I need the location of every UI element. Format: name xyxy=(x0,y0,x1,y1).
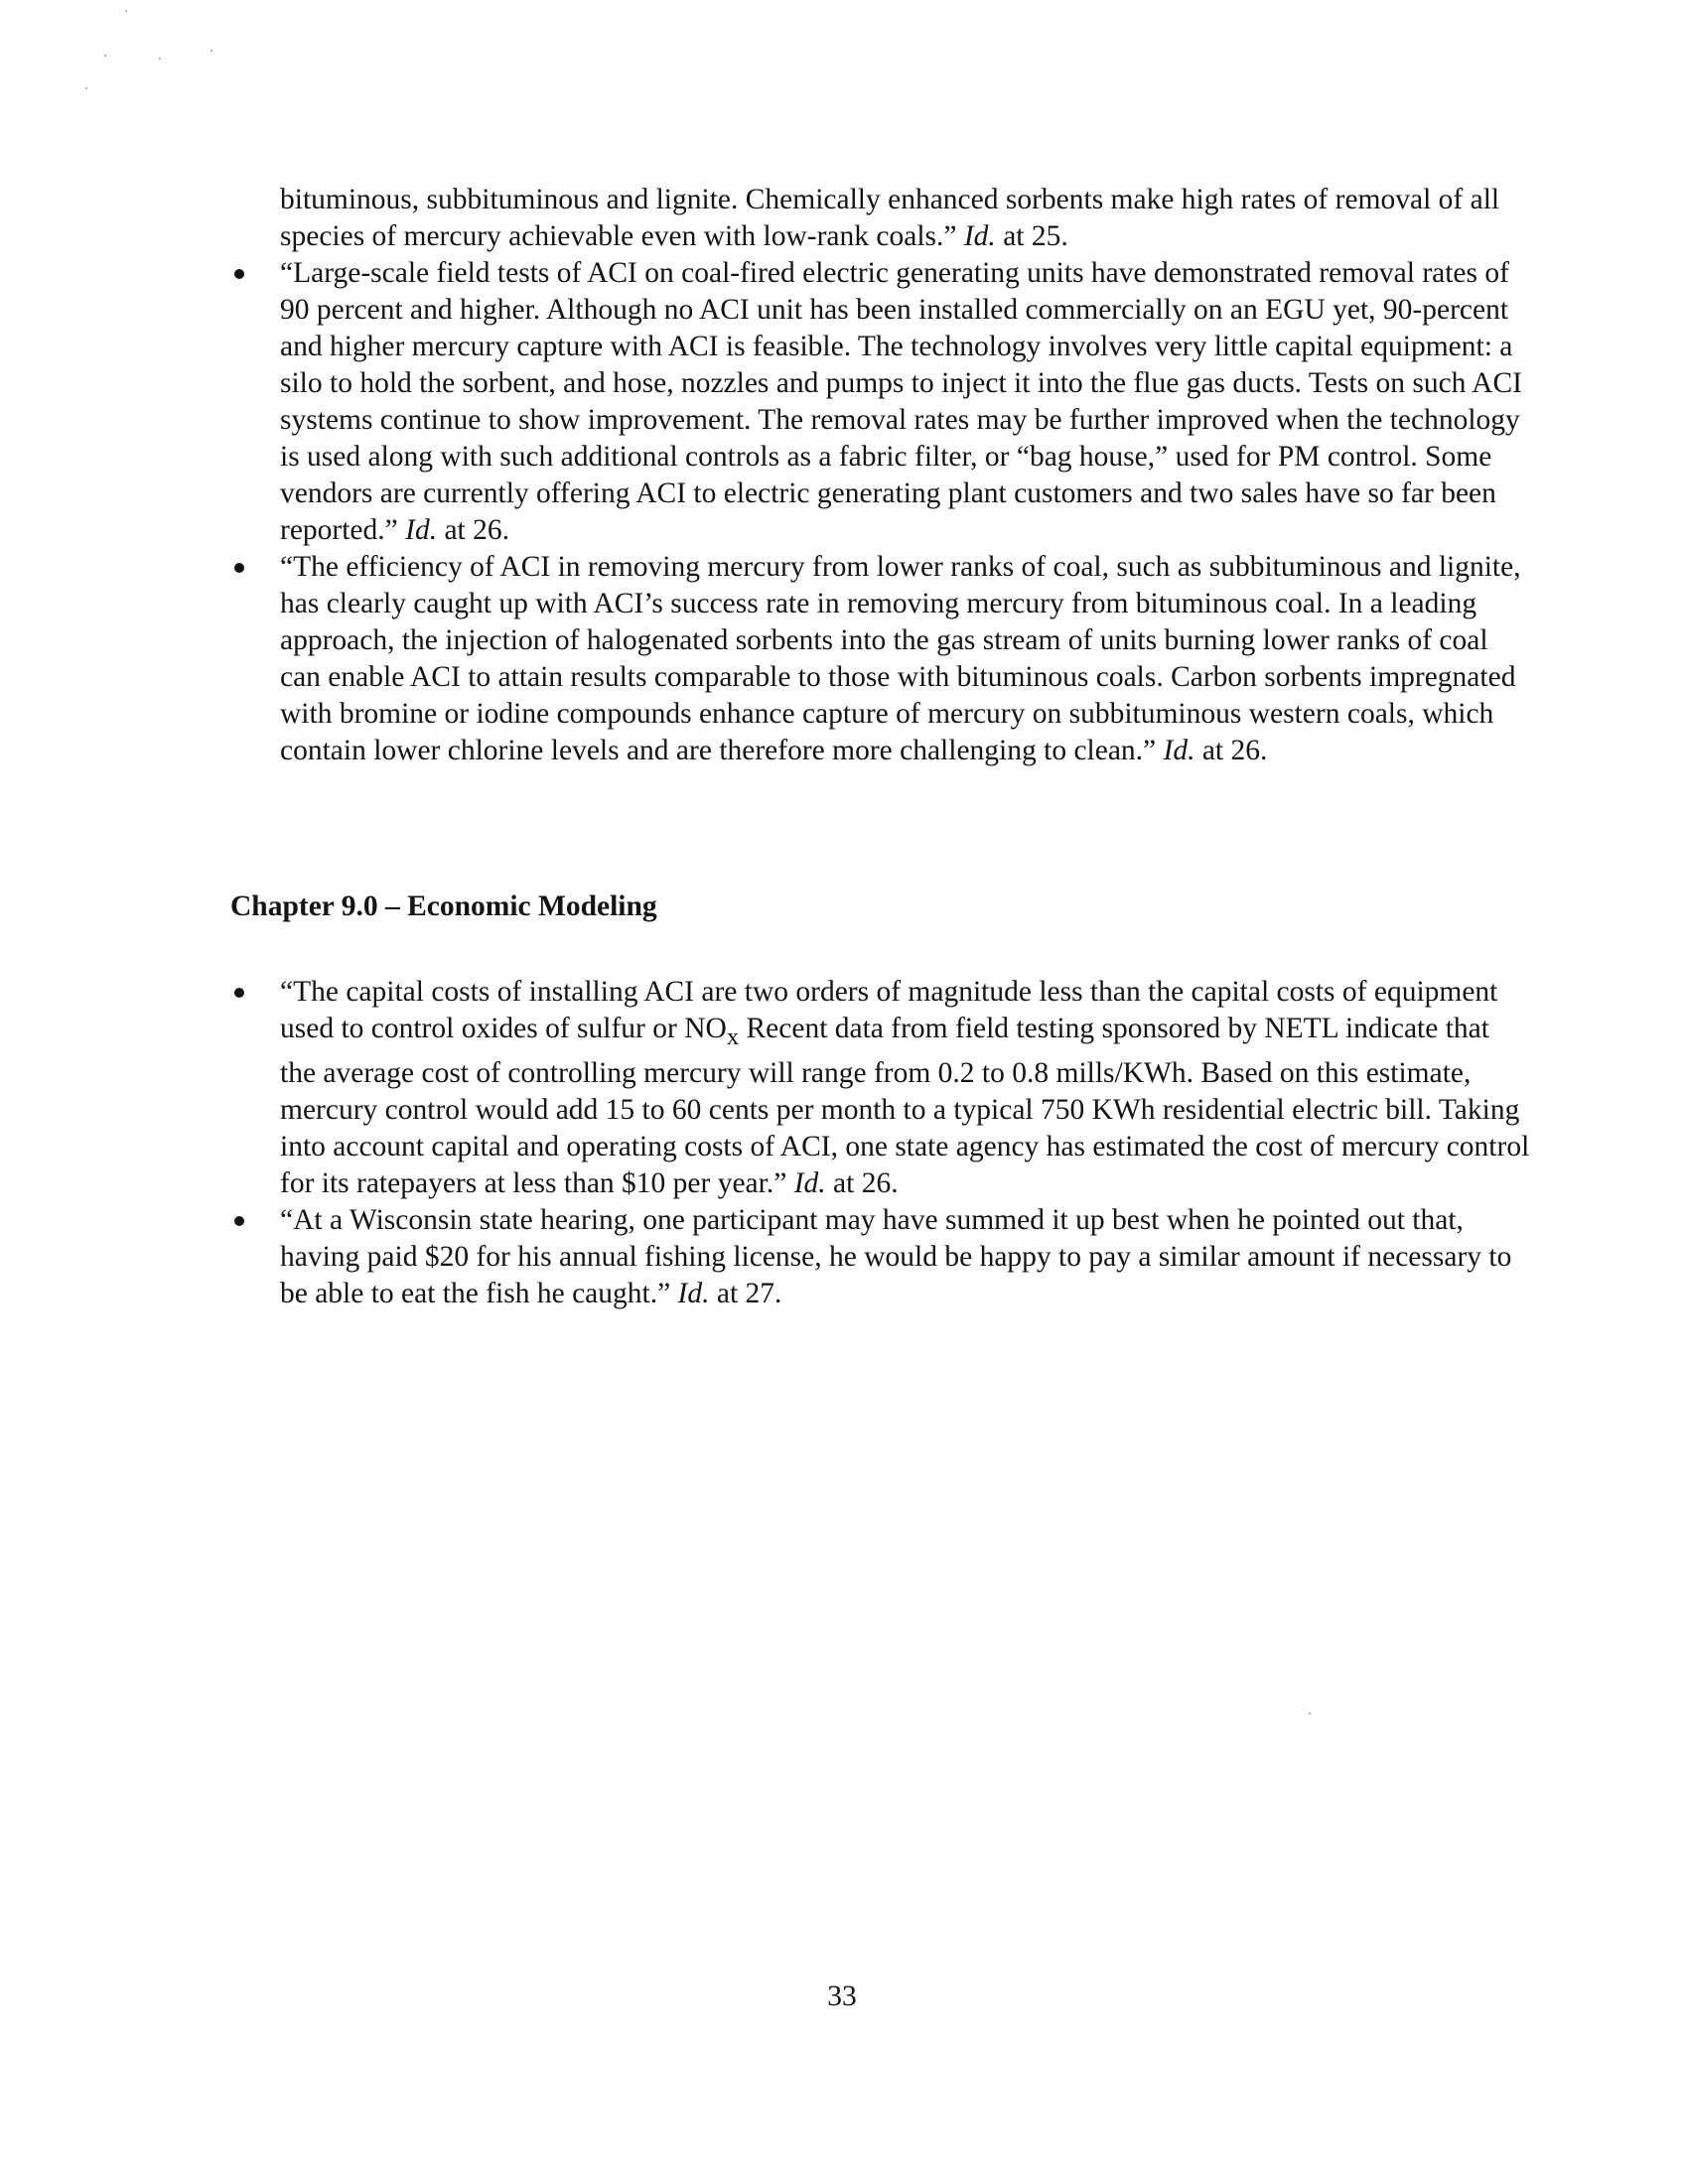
citation-page: at 26. xyxy=(825,1166,899,1199)
subscript: x xyxy=(726,1023,740,1050)
bullet-dot-icon xyxy=(234,269,244,279)
citation-id: Id. xyxy=(1163,735,1195,766)
bullet-item xyxy=(230,549,1531,769)
bullet-list-chapter-9 xyxy=(230,974,1531,1312)
bullet-text: “The efficiency of ACI in removing mercury from lower ranks of coal, such as subbituminous and lignite, has clearly caught up with ACI’s success rate in removing mercury from bituminous coal. In a leading approach, the injection of halogenated sorbents into the gas stream of units burning lower ranks of coal can enable ACI to attain results comparable to those with bituminous coals. Carbon sorbents impregnated with bromine or iodine compounds enhance capture of mercury on subbituminous western coals, which contain lower chlorine levels and are therefore more challenging to clean.” xyxy=(280,551,1521,766)
bullet-item xyxy=(230,255,1531,549)
citation-id: Id. xyxy=(677,1277,710,1309)
citation-id: Id. xyxy=(963,220,996,252)
bullet-text: “Large-scale field tests of ACI on coal-fired electric generating units have demonstrated removal rates of 90 percent and higher. Although no ACI unit has been installed commercially on an EGU yet, 90-percent and higher mercury capture with ACI is feasible. The technology involves very little capital equipment: a silo to hold the sorbent, and hose, nozzles and pumps to inject it into the flue gas ducts. Tests on such ACI systems continue to show improvement. The removal rates may be further improved when the technology is used along with such additional controls as a fabric filter, or “bag house,” used for PM control. Some vendors are currently offering ACI to electric generating plant customers and two sales have so far been reported.” xyxy=(280,257,1522,546)
scan-speck xyxy=(1309,1712,1311,1714)
bullet-item xyxy=(230,1202,1531,1312)
citation-page: at 26. xyxy=(437,514,509,546)
citation-page: at 25. xyxy=(995,220,1068,252)
bullet-dot-icon xyxy=(234,988,244,998)
scan-speck xyxy=(210,50,212,52)
bullet-text: “At a Wisconsin state hearing, one participant may have summed it up best when he pointed out that, having paid $20 for his annual fishing license, he would be happy to pay a similar amount if necessary to be able to eat the fish he caught.” xyxy=(280,1203,1512,1309)
paragraph-text: bituminous, subbituminous and lignite. Chemically enhanced sorbents make high rates of removal of all species of mercury achievable even with low-rank coals.” xyxy=(280,184,1500,252)
page-number: 33 xyxy=(827,1980,857,2012)
bullet-text: “The capital costs of installing ACI are two orders of magnitude less than the capital costs of equipment used to control oxides of sulfur or NO xyxy=(280,976,1498,1044)
citation-page: at 27. xyxy=(709,1277,782,1309)
citation-id: Id. xyxy=(793,1166,826,1199)
bullet-text: Recent data from field testing sponsored by NETL indicate that the average cost of controlling mercury will range from 0.2 to 0.8 mills/KWh. Based on this estimate, mercury control would add 15 to 60 cents per month to a typical 750 KWh residential electric bill. Taking into account capital and operating costs of ACI, one state agency has estimated the cost of mercury control for its ratepayers at less than $10 per year.” xyxy=(280,1013,1530,1199)
bullet-list-chapter-8 xyxy=(230,255,1531,769)
bullet-item xyxy=(230,974,1531,1202)
bullet-dot-icon xyxy=(234,1216,244,1226)
citation-id: Id. xyxy=(405,514,438,546)
scan-speck xyxy=(85,87,87,89)
scan-speck xyxy=(104,55,106,57)
continuation-paragraph xyxy=(280,182,1521,255)
scan-speck xyxy=(159,58,161,60)
bullet-dot-icon xyxy=(234,563,244,573)
section-heading: Chapter 9.0 – Economic Modeling xyxy=(230,890,657,922)
scan-speck xyxy=(125,10,127,12)
citation-page: at 26. xyxy=(1194,735,1268,766)
